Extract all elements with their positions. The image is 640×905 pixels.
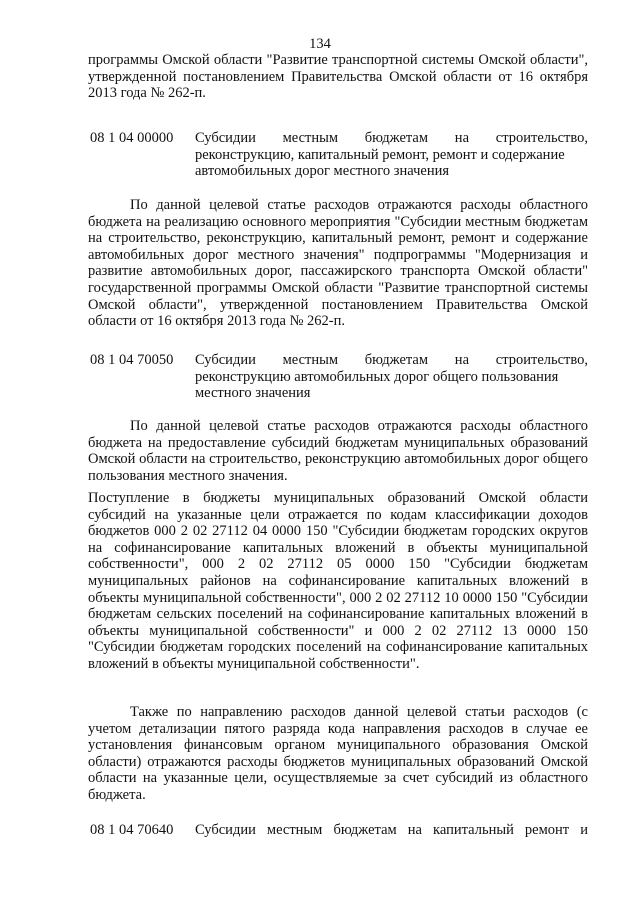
section-title-line: Субсидии местным бюджетам на капитальный ремонт и [195,822,588,838]
page-number: 134 [309,36,331,52]
section-body: По данной целевой статье расходов отражаются расходы областного бюджета на предоставление субсидий бюджетам муниципальных образований Омской области на строительство, реконструкцию автомобильных дорог общего пользования местного значения. [88,418,588,484]
section-body: По данной целевой статье расходов отражаются расходы областного бюджета на реализацию основного мероприятия "Субсидии местным бюджетам на строительство, реконструкцию, капитальный ремонт, ремонт и содержание автомобильных дорог местного значения" подпрограммы "Модернизация и развитие автомобильных дорог, пассажирского транспорта Омской области" государственной программы Омской области "Развитие транспортной системы Омской области", утвержденной постановлением Правительства Омской области от 16 октября 2013 года № 262-п. [88,197,588,330]
section-code: 08 1 04 00000 [90,130,174,146]
section-title [195,822,588,839]
section-title [195,130,588,180]
section-code: 08 1 04 70640 [90,822,174,838]
section-code: 08 1 04 70050 [90,352,174,368]
section-title-rest: реконструкцию, капитальный ремонт, ремонт и содержание автомобильных дорог местного значения [195,146,565,180]
section-title [195,352,588,402]
section-body: Также по направлению расходов данной целевой статьи расходов (с учетом детализации пятого разряда кода направления расходов в случае ее установления финансовым органом муниципального образования Омской области) отражаются расходы бюджетов муниципальных образований Омской области на указанные цели, осуществляемые за счет субсидий из областного бюджета. [88,704,588,803]
section-title-line: Субсидии местным бюджетам на строительство, [195,352,588,368]
section-title-rest: реконструкцию автомобильных дорог общего пользования местного значения [195,368,559,402]
section-body: Поступление в бюджеты муниципальных образований Омской области субсидий на указанные цели отражается по кодам классификации доходов бюджетов 000 2 02 27112 04 0000 150 "Субсидии бюджетам городских округов на софинансирование капитальных вложений в объекты муниципальной собственности", 000 2 02 27112 05 0000 150 "Субсидии бюджетам муниципальных районов на софинансирование капитальных вложений в объекты муниципальной собственности", 000 2 02 27112 10 0000 150 "Субсидии бюджетам сельских поселений на софинансирование капитальных вложений в объекты муниципальной собственности" и 000 2 02 27112 13 0000 150 "Субсидии бюджетам городских поселений на софинансирование капитальных вложений в объекты муниципальной собственности". [88,490,588,672]
intro-paragraph: программы Омской области "Развитие транспортной системы Омской области", утвержденной постановлением Правительства Омской области от 16 октября 2013 года № 262-п. [88,52,588,102]
section-title-line: Субсидии местным бюджетам на строительство, [195,130,588,146]
